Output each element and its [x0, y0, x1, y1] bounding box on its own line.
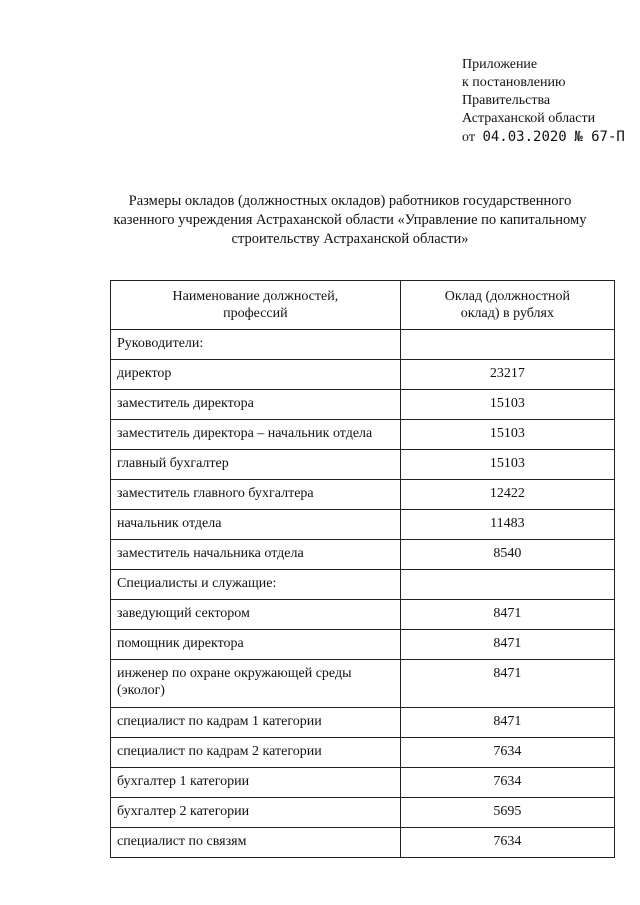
- header-salary: [400, 281, 614, 330]
- table-row: [111, 390, 615, 420]
- group-row: [111, 330, 615, 360]
- salary-cell: 8471: [400, 660, 614, 708]
- position-cell: специалист по кадрам 2 категории: [111, 738, 401, 768]
- table-row: [111, 510, 615, 540]
- salary-table: [110, 280, 615, 858]
- decree-number: № 67-П: [574, 129, 625, 145]
- position-cell: заместитель директора: [111, 390, 401, 420]
- salary-cell: 8540: [400, 540, 614, 570]
- salary-cell: 7634: [400, 738, 614, 768]
- table-row: [111, 360, 615, 390]
- appendix-line: Правительства: [462, 93, 551, 108]
- title-line: Размеры окладов (должностных окладов) работников государственного: [128, 193, 572, 209]
- salary-cell: 15103: [400, 450, 614, 480]
- decree-from-label: от: [462, 130, 475, 145]
- table-row: [111, 798, 615, 828]
- appendix-line: Астраханской области: [462, 111, 596, 126]
- salary-cell: 12422: [400, 480, 614, 510]
- decree-line: [462, 128, 625, 147]
- position-cell: бухгалтер 2 категории: [111, 798, 401, 828]
- salary-cell: 23217: [400, 360, 614, 390]
- table-row: [111, 738, 615, 768]
- table-row: [111, 768, 615, 798]
- decree-date: 04.03.2020: [482, 129, 567, 145]
- title-line: казенного учреждения Астраханской области «Управление по капитальному: [113, 212, 587, 228]
- position-cell: бухгалтер 1 категории: [111, 768, 401, 798]
- appendix-line: Приложение: [462, 57, 538, 72]
- position-cell: заведующий сектором: [111, 600, 401, 630]
- salary-cell: 7634: [400, 828, 614, 858]
- group-empty-cell: [400, 570, 614, 600]
- salary-table-container: [110, 280, 615, 858]
- title-line: строительству Астраханской области»: [231, 231, 469, 247]
- salary-cell: 7634: [400, 768, 614, 798]
- group-empty-cell: [400, 330, 614, 360]
- table-row: [111, 828, 615, 858]
- salary-cell: 5695: [400, 798, 614, 828]
- salary-cell: 15103: [400, 390, 614, 420]
- table-body: [111, 330, 615, 858]
- group-label: Руководители:: [111, 330, 401, 360]
- position-cell: главный бухгалтер: [111, 450, 401, 480]
- table-row: [111, 540, 615, 570]
- position-cell: начальник отдела: [111, 510, 401, 540]
- salary-cell: 8471: [400, 708, 614, 738]
- salary-cell: 8471: [400, 600, 614, 630]
- table-row: [111, 420, 615, 450]
- position-cell: специалист по связям: [111, 828, 401, 858]
- header-position-line: профессий: [223, 306, 288, 321]
- group-row: [111, 570, 615, 600]
- salary-cell: 8471: [400, 630, 614, 660]
- position-cell: заместитель директора – начальник отдела: [111, 420, 401, 450]
- position-cell: директор: [111, 360, 401, 390]
- document-title: [100, 192, 600, 249]
- table-row: [111, 660, 615, 708]
- table-row: [111, 600, 615, 630]
- position-cell: заместитель начальника отдела: [111, 540, 401, 570]
- table-row: [111, 630, 615, 660]
- table-header-row: [111, 281, 615, 330]
- position-cell: инженер по охране окружающей среды (эколог): [111, 660, 401, 708]
- position-cell: специалист по кадрам 1 категории: [111, 708, 401, 738]
- group-label: Специалисты и служащие:: [111, 570, 401, 600]
- appendix-line: к постановлению: [462, 75, 566, 90]
- header-position: [111, 281, 401, 330]
- header-salary-line: Оклад (должностной: [444, 289, 570, 304]
- salary-cell: 11483: [400, 510, 614, 540]
- appendix-block: [462, 56, 625, 147]
- table-row: [111, 450, 615, 480]
- table-row: [111, 480, 615, 510]
- header-salary-line: оклад) в рублях: [460, 306, 554, 321]
- header-position-line: Наименование должностей,: [172, 289, 339, 304]
- position-cell: помощник директора: [111, 630, 401, 660]
- table-row: [111, 708, 615, 738]
- position-cell: заместитель главного бухгалтера: [111, 480, 401, 510]
- salary-cell: 15103: [400, 420, 614, 450]
